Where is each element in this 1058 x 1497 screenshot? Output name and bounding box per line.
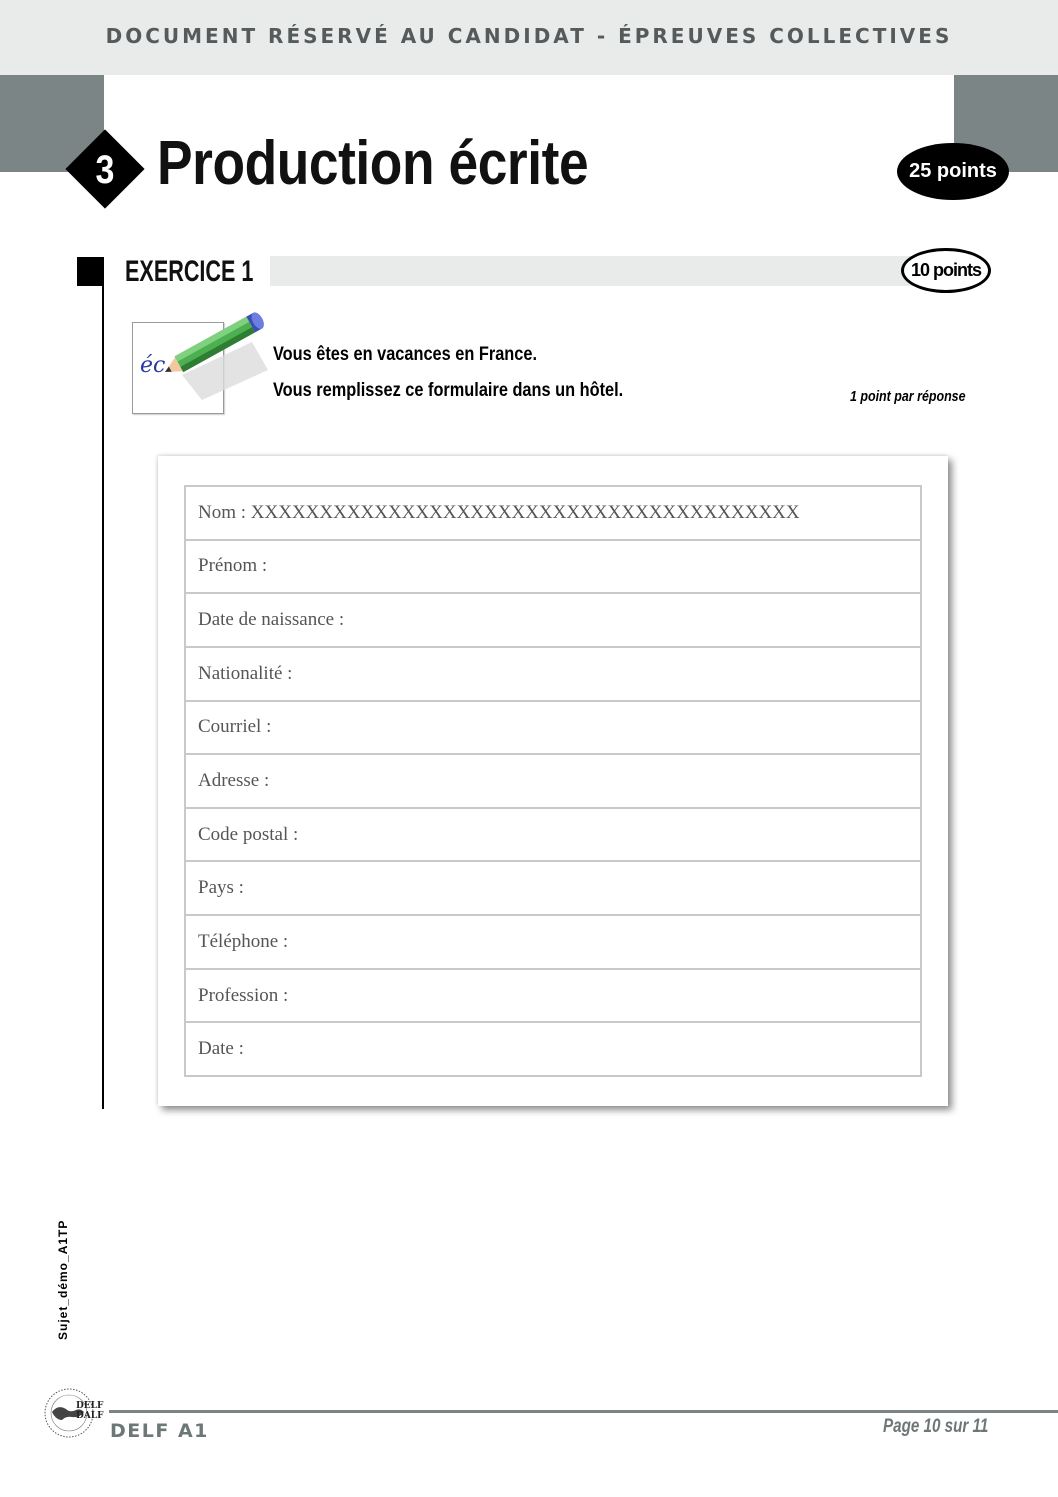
exercise-points-badge: 10 points: [901, 248, 991, 293]
form-field-telephone[interactable]: Téléphone :: [186, 916, 920, 970]
form-field-profession[interactable]: Profession :: [186, 970, 920, 1024]
instruction-line-2: Vous remplissez ce formulaire dans un hôtel.: [273, 380, 624, 401]
section-points-badge: 25 points: [897, 143, 1009, 200]
form-field-date[interactable]: Date :: [198, 1038, 244, 1060]
section-number: 3: [95, 148, 115, 192]
header-band: [0, 0, 1058, 75]
form-field-date-naissance[interactable]: Date de naissance :: [186, 594, 920, 648]
footer-page-number: Page 10 sur 11: [883, 1416, 989, 1437]
instruction-line-1: Vous êtes en vacances en France.: [273, 344, 537, 365]
form-field-nom[interactable]: Nom : XXXXXXXXXXXXXXXXXXXXXXXXXXXXXXXXXXXXXXXX: [186, 487, 920, 541]
footer-rule: [109, 1410, 1058, 1413]
exercise-title-bar: [270, 256, 978, 286]
document-id: Sujet_démo_A1TP: [56, 1219, 70, 1340]
form-field-pays[interactable]: Pays :: [186, 862, 920, 916]
icon-handwriting-text: éc: [140, 353, 166, 378]
svg-text:DALF: DALF: [76, 1411, 104, 1421]
form-field-courriel[interactable]: Courriel :: [186, 702, 920, 756]
exercise-marker: [77, 257, 104, 286]
vertical-rule: [102, 257, 104, 1109]
footer-exam-level: DELF A1: [110, 1420, 209, 1442]
form-field-nationalite[interactable]: Nationalité :: [186, 648, 920, 702]
header-title: DOCUMENT RÉSERVÉ AU CANDIDAT - ÉPREUVES COLLECTIVES: [105, 24, 953, 48]
form-field-prenom[interactable]: Prénom :: [186, 541, 920, 595]
delf-dalf-logo: [42, 1386, 104, 1440]
exercise-title: EXERCICE 1: [125, 255, 254, 288]
form-field-adresse[interactable]: Adresse :: [186, 755, 920, 809]
form-field-code-postal[interactable]: Code postal :: [186, 809, 920, 863]
svg-text:DELF: DELF: [76, 1401, 104, 1411]
page-title: Production écrite: [157, 129, 589, 198]
pencil-icon: [132, 320, 268, 416]
scoring-note: 1 point par réponse: [850, 388, 966, 405]
hotel-form: [184, 485, 922, 1077]
